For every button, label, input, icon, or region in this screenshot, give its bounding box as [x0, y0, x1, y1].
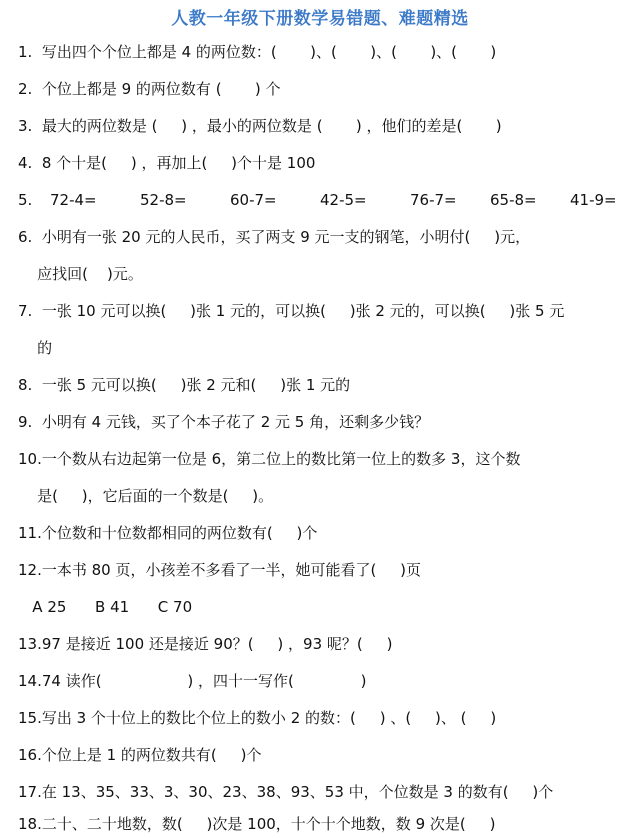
question-12-line-1: 12.一本书 80 页，小孩差不多看了一半，她可能看了( )页 [18, 561, 422, 579]
calc-item: 60-7= [230, 191, 277, 209]
calc-item: 52-8= [140, 191, 187, 209]
page-title: 人教一年级下册数学易错题、难题精选 [171, 9, 469, 29]
question-9: 9. 小明有 4 元钱，买了个本子花了 2 元 5 角，还剩多少钱？ [18, 413, 430, 431]
question-14: 14.74 读作( ) ，四十一写作( ) [18, 672, 367, 690]
question-6-line-1: 6. 小明有一张 20 元的人民币，买了两支 9 元一支的钢笔，小明付( )元， [18, 228, 531, 246]
calc-item: 76-7= [410, 191, 457, 209]
calc-item: 65-8= [490, 191, 537, 209]
question-6-line-2: 应找回( )元。 [18, 265, 143, 283]
question-12-options: A 25 B 41 C 70 [18, 598, 193, 616]
question-11: 11.个位数和十位数都相同的两位数有( )个 [18, 524, 318, 542]
question-15: 15.写出 3 个十位上的数比个位上的数小 2 的数：( ) 、( )、 ( ) [18, 709, 497, 727]
question-10-line-2: 是( )，它后面的一个数是( )。 [18, 487, 274, 505]
question-2: 2. 个位上都是 9 的两位数有 ( ) 个 [18, 80, 281, 98]
question-13: 13.97 是接近 100 还是接近 90？( ) ，93 呢？( ) [18, 635, 393, 653]
calc-item: 72-4= [50, 191, 97, 209]
question-7-line-2: 的 [18, 339, 53, 357]
question-17: 17.在 13、35、33、3、30、23、38、93、53 中，个位数是 3 的数有( )个 [18, 783, 554, 801]
question-5-number: 5. [18, 191, 33, 209]
question-16: 16.个位上是 1 的两位数共有( )个 [18, 746, 262, 764]
calc-item: 42-5= [320, 191, 367, 209]
calc-item: 41-9= [570, 191, 617, 209]
question-7-line-1: 7. 一张 10 元可以换( )张 1 元的，可以换( )张 2 元的，可以换( )张 5 元 [18, 302, 565, 320]
question-8: 8. 一张 5 元可以换( )张 2 元和( )张 1 元的 [18, 376, 351, 394]
question-3: 3. 最大的两位数是 ( ) ，最小的两位数是 ( ) ，他们的差是( ) [18, 117, 502, 135]
question-10-line-1: 10.一个数从右边起第一位是 6，第二位上的数比第一位上的数多 3，这个数 [18, 450, 521, 468]
question-1: 1. 写出四个个位上都是 4 的两位数：( )、( )、( )、( ) [18, 43, 497, 61]
question-4: 4. 8 个十是( ) ，再加上( )个十是 100 [18, 154, 316, 172]
question-18: 18.二十、二十地数，数( )次是 100，十个十个地数，数 9 次是( ) [18, 815, 496, 833]
